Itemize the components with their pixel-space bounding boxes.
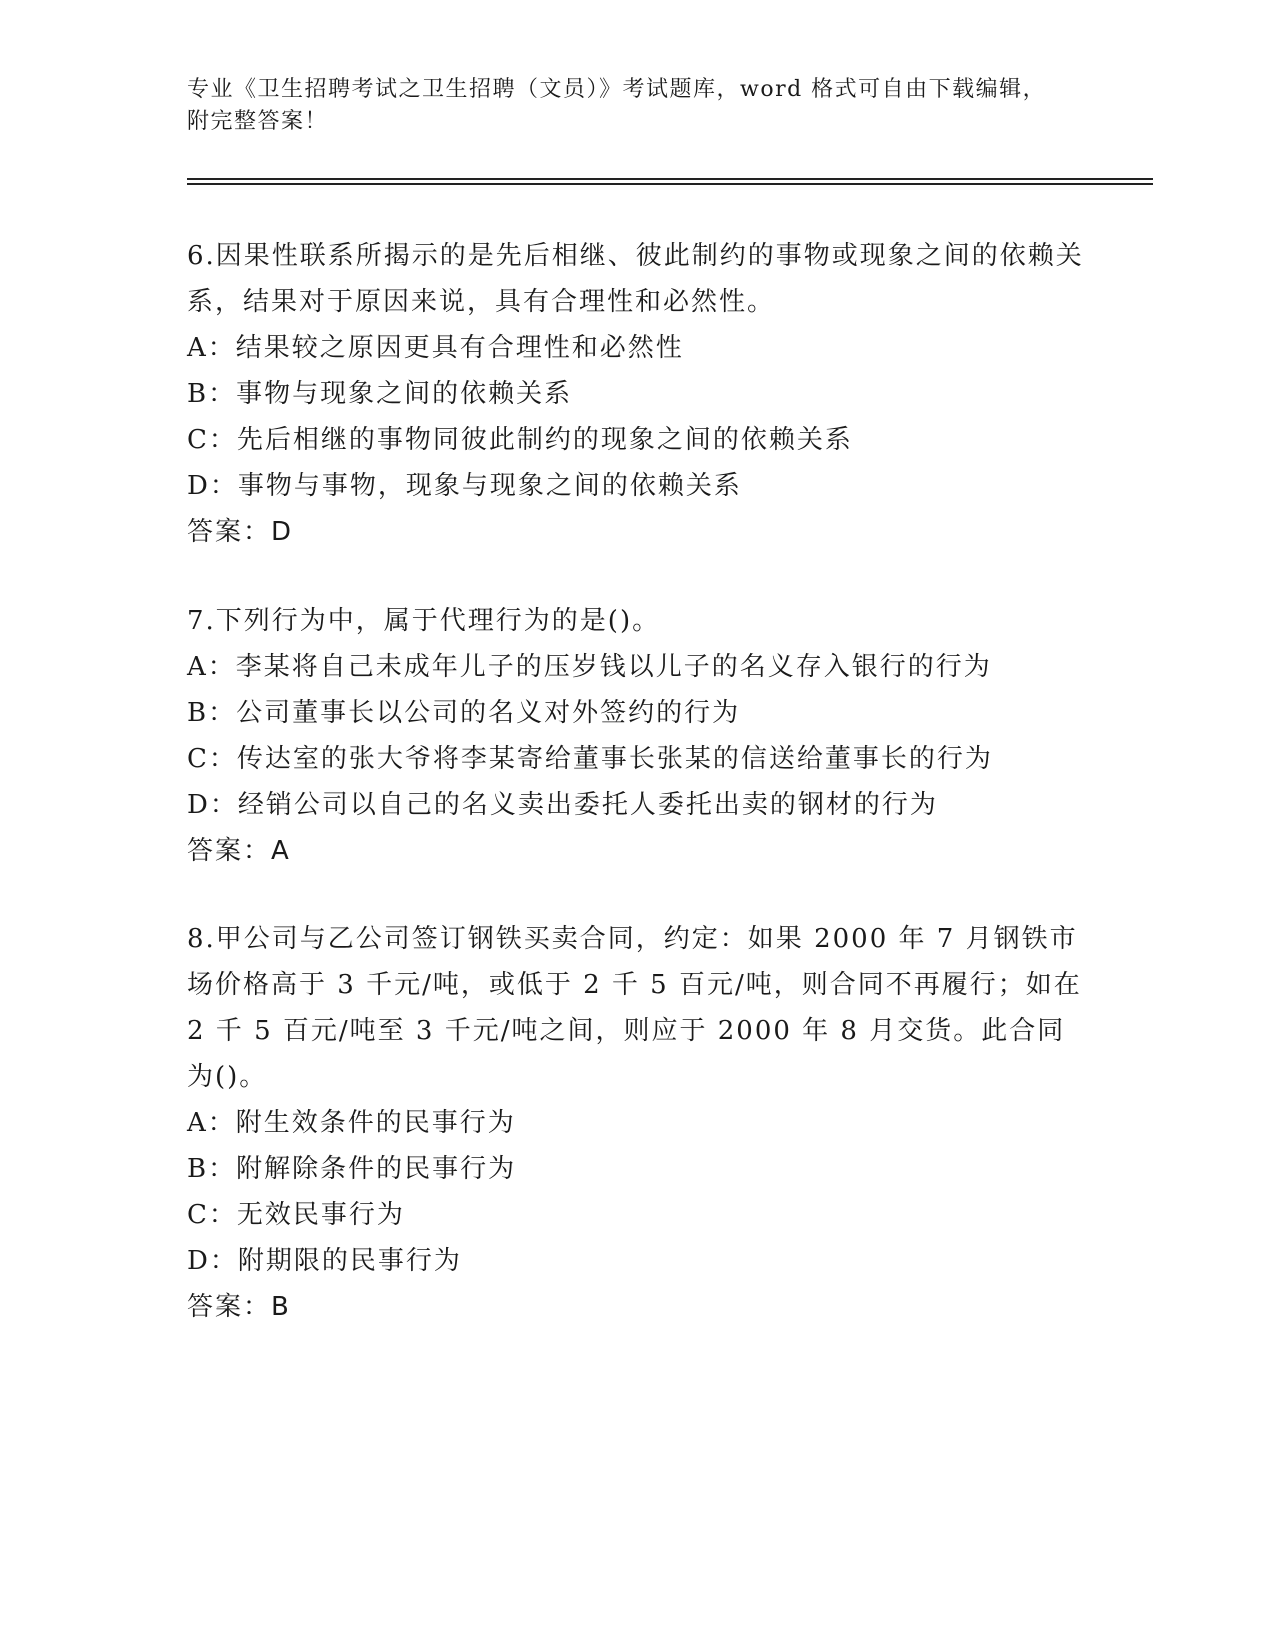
question-7 <box>187 598 1087 874</box>
document-header: 专业《卫生招聘考试之卫生招聘（文员）》考试题库，word 格式可自由下载编辑，附完整答案！ <box>187 77 1047 134</box>
option-b: B：事物与现象之间的依赖关系 <box>187 379 573 409</box>
answer-line: 答案：B <box>187 1292 291 1322</box>
answer-line: 答案：D <box>187 517 294 547</box>
option-d: D：事物与事物，现象与现象之间的依赖关系 <box>187 471 742 501</box>
question-8 <box>187 916 1087 1330</box>
option-d: D：经销公司以自己的名义卖出委托人委托出卖的钢材的行为 <box>187 790 938 820</box>
option-c: C：先后相继的事物同彼此制约的现象之间的依赖关系 <box>187 425 853 455</box>
question-stem: 7.下列行为中，属于代理行为的是()。 <box>187 606 661 636</box>
option-c: C：无效民事行为 <box>187 1200 405 1230</box>
option-c: C：传达室的张大爷将李某寄给董事长张某的信送给董事长的行为 <box>187 744 993 774</box>
option-d: D：附期限的民事行为 <box>187 1246 462 1276</box>
option-b: B：附解除条件的民事行为 <box>187 1154 517 1184</box>
header-divider-bottom <box>187 183 1153 185</box>
question-stem: 8.甲公司与乙公司签订钢铁买卖合同，约定：如果 2000 年 7 月钢铁市场价格高于 3 千元/吨，或低于 2 千 5 百元/吨，则合同不再履行；如在 2 千 5 百元/吨至 3 千元/吨之间，则应于 2000 年 8 月交货。此合同为()。 <box>187 924 1082 1092</box>
option-a: A：附生效条件的民事行为 <box>187 1108 516 1138</box>
answer-line: 答案：A <box>187 836 291 866</box>
question-6 <box>187 233 1087 555</box>
option-b: B：公司董事长以公司的名义对外签约的行为 <box>187 698 741 728</box>
option-a: A：结果较之原因更具有合理性和必然性 <box>187 333 684 363</box>
question-stem: 6.因果性联系所揭示的是先后相继、彼此制约的事物或现象之间的依赖关系，结果对于原因来说，具有合理性和必然性。 <box>187 241 1084 317</box>
header-divider-top <box>187 178 1153 180</box>
option-a: A：李某将自己未成年儿子的压岁钱以儿子的名义存入银行的行为 <box>187 652 992 682</box>
